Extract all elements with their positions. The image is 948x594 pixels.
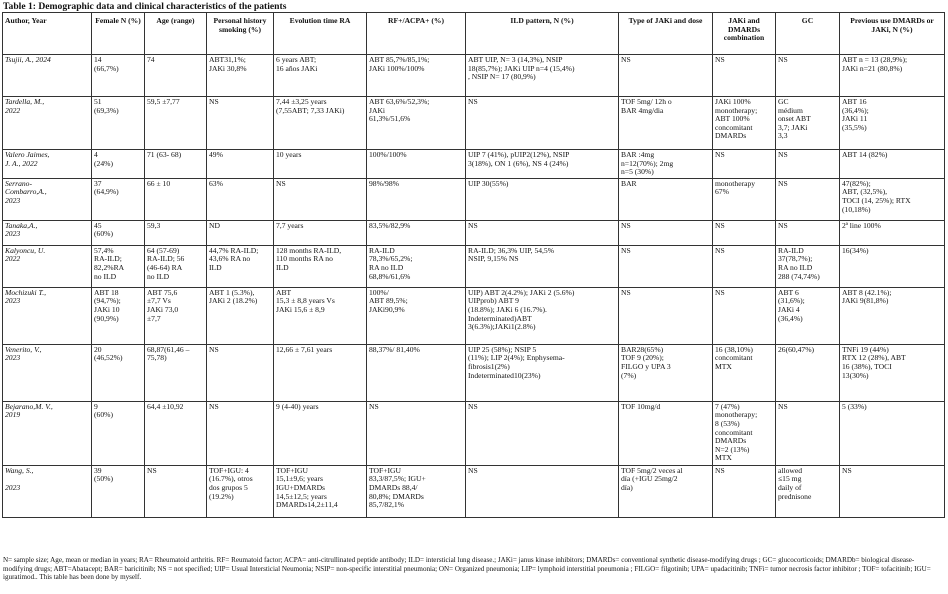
author-year-cell: [3, 220, 92, 245]
cell-text: 47(82%); ABT, (32,5%), TOCI (14, 25%); RTX (10,18%): [842, 178, 911, 214]
table-cell: [207, 245, 274, 287]
table-cell: [466, 178, 619, 220]
table-cell: [466, 220, 619, 245]
cell-text: Kalyoncu, U. 2022: [5, 245, 46, 264]
table-cell: [713, 245, 776, 287]
table-cell: [619, 220, 713, 245]
cell-text: 64,4 ±10,92: [147, 401, 184, 411]
table-cell: [619, 344, 713, 401]
cell-text: NS: [468, 220, 478, 230]
table-cell: [207, 344, 274, 401]
table-cell: [840, 150, 945, 179]
cell-text: NS: [369, 401, 379, 411]
table-cell: [776, 220, 840, 245]
cell-text: NS: [715, 55, 725, 64]
cell-text: NS: [778, 401, 788, 411]
cell-text: 63%: [209, 178, 223, 188]
table-cell: [207, 178, 274, 220]
cell-text: monotherapy 67%: [715, 178, 756, 197]
cell-text: 16(34%): [842, 245, 869, 255]
cell-text: 100%/100%: [369, 150, 407, 159]
cell-text: 100%/ ABT 89,5%; JAKi90,9%: [369, 287, 408, 314]
cell-text: 74: [147, 55, 155, 64]
cell-text: NS: [621, 55, 631, 64]
cell-text: UIP 30(55%): [468, 178, 509, 188]
cell-text: NS: [715, 465, 725, 475]
cell-text: ND: [209, 220, 220, 230]
table-cell: [776, 401, 840, 465]
table-cell: [207, 150, 274, 179]
table-cell: [92, 55, 145, 97]
table-cell: [367, 245, 466, 287]
cell-text: ABT n = 13 (28,9%); JAKi n=21 (80,8%): [842, 55, 908, 73]
cell-text: 59,3: [147, 220, 161, 230]
cell-text: UIP 25 (58%); NSIP 5 (11%); LIP 2(4%); Enphysema- fibrosis1(2%) Indeterminated10(23%): [468, 344, 565, 380]
cell-text: 98%/98%: [369, 178, 399, 188]
cell-text: RA-ILD 37(78,7%); RA no ILD 288 (74,74%): [778, 245, 820, 281]
cell-text: 9 (60%): [94, 401, 113, 420]
cell-text: 45 (60%): [94, 220, 113, 239]
header-previous-use: Previous use DMARDs or JAKi, N (%): [840, 13, 945, 55]
cell-text: 71 (63- 68): [147, 150, 182, 159]
table-cell: [840, 220, 945, 245]
cell-text: NS: [621, 220, 631, 230]
table-row: [3, 150, 945, 179]
table-cell: [619, 178, 713, 220]
cell-text: Bejarano,M. V., 2019: [5, 401, 53, 420]
table-row: [3, 178, 945, 220]
author-year-cell: [3, 287, 92, 344]
cell-text: NS: [468, 401, 478, 411]
cell-text: Serrano- Combarro,A., 2023: [5, 178, 47, 205]
table-cell: [367, 55, 466, 97]
cell-text: 37 (64,9%): [94, 178, 119, 197]
cell-text: 39 (50%): [94, 465, 113, 484]
cell-text: ABT 14 (82%): [842, 150, 888, 159]
cell-text: TOF+IGU 83,3/87,5%; IGU+ DMARDs 88,4/ 80,8%; DMARDs 85,7/82,1%: [369, 465, 426, 510]
table-cell: [713, 344, 776, 401]
cell-text: RA-ILD; 36,3% UIP, 54,5% NSIP, 9,15% NS: [468, 245, 555, 264]
table-cell: [619, 55, 713, 97]
cell-text: NS: [468, 465, 478, 475]
cell-text: NS: [778, 150, 788, 159]
cell-text: ABT 6 (31,6%); JAKi 4 (36,4%): [778, 287, 805, 323]
cell-text: 59,5 ±7,77: [147, 97, 180, 106]
cell-text: TOF+IGU: 4 (16.7%), otros dos grupos 5 (19.2%): [209, 465, 253, 501]
cell-text: 7,44 ±3,25 years (7,55ABT; 7,33 JAKi): [276, 97, 345, 115]
table-body: [3, 55, 945, 518]
cell-text: GC médium onset ABT 3,7; JAKi 3,3: [778, 97, 811, 141]
table-cell: [466, 97, 619, 150]
cell-text: NS: [621, 245, 631, 255]
table-cell: [207, 220, 274, 245]
author-year-cell: [3, 401, 92, 465]
table-cell: [367, 178, 466, 220]
cell-text: 64 (57-69) RA-ILD; 56 (46-64) RA no ILD: [147, 245, 185, 281]
cell-text: TNFi 19 (44%) RTX 12 (28%), ABT 16 (38%), TOCI 13(30%): [842, 344, 906, 380]
table-cell: [776, 344, 840, 401]
table-cell: [145, 55, 207, 97]
header-jaki-dmards: JAKi and DMARDs combination: [713, 13, 776, 55]
author-year-cell: [3, 245, 92, 287]
header-ild-pattern: ILD pattern, N (%): [466, 13, 619, 55]
table-caption: Table 1: Demographic data and clinical characteristics of the patients: [3, 1, 287, 12]
table-cell: [367, 344, 466, 401]
table-cell: [466, 465, 619, 517]
table-cell: [367, 287, 466, 344]
table-cell: [776, 55, 840, 97]
cell-text: NS: [715, 245, 725, 255]
cell-text: 16 (38,10%) concomitant MTX: [715, 344, 753, 371]
cell-text: 7 (47%) monotherapy; 8 (53%) concomitant DMARDs N=2 (13%) MTX: [715, 401, 758, 463]
table-cell: [274, 55, 367, 97]
cell-text: ABT 8 (42.1%); JAKi 9(81,8%): [842, 287, 892, 306]
table-cell: [92, 465, 145, 517]
cell-text: NS: [209, 401, 219, 411]
table-cell: [367, 465, 466, 517]
cell-text: NS: [842, 465, 852, 475]
table-row: [3, 401, 945, 465]
table-cell: [776, 465, 840, 517]
cell-text: ABT UIP, N= 3 (14,3%), NSIP 18(85,7%); JAKi UIP n=4 (15,4%) , NSIP N= 17 (80,9%): [468, 55, 575, 82]
table-cell: [145, 150, 207, 179]
table-cell: [92, 150, 145, 179]
cell-text: 44,7% RA-ILD; 43,6% RA no ILD: [209, 245, 259, 272]
table-cell: [274, 97, 367, 150]
cell-text: 26(60,47%): [778, 344, 815, 354]
table-cell: [145, 220, 207, 245]
table-cell: [713, 287, 776, 344]
author-year-cell: [3, 344, 92, 401]
cell-text: ABT 63,6%/52,3%; JAKi 61,3%/51,6%: [369, 97, 430, 124]
table-cell: [92, 401, 145, 465]
cell-text: NS: [778, 178, 788, 188]
table-cell: [713, 150, 776, 179]
table-cell: [274, 344, 367, 401]
cell-text: Tanaka,A., 2023: [5, 220, 38, 239]
table-cell: [619, 287, 713, 344]
table-cell: [92, 287, 145, 344]
table-cell: [466, 245, 619, 287]
cell-text: 51 (69,3%): [94, 97, 119, 115]
cell-text: 5 (33%): [842, 401, 867, 411]
table-cell: [207, 55, 274, 97]
table-row: [3, 97, 945, 150]
cell-text: 128 months RA-ILD, 110 months RA no ILD: [276, 245, 342, 272]
table-row: [3, 465, 945, 517]
header-age: Age (range): [145, 13, 207, 55]
table-cell: [840, 465, 945, 517]
cell-text: 9 (4-40) years: [276, 401, 319, 411]
table-cell: [776, 245, 840, 287]
table-cell: [619, 97, 713, 150]
table-row: [3, 55, 945, 97]
table-cell: [274, 465, 367, 517]
table-cell: [92, 178, 145, 220]
table-cell: [713, 97, 776, 150]
cell-text: 7,7 years: [276, 220, 304, 230]
cell-text: ABT 75,6 ±7,7 Vs JAKi 73,0 ±7,7: [147, 287, 179, 323]
table-cell: [466, 287, 619, 344]
table-cell: [274, 178, 367, 220]
cell-text: UIP) ABT 2(4.2%); JAKi 2 (5.6%) UIPprob) ABT 9 (18.8%); JAKi 6 (16.7%). Indeterminated)ABT 3(6.3%);JAKi1(2.8%): [468, 287, 575, 332]
cell-text: 4 (24%): [94, 150, 113, 168]
author-year-cell: [3, 465, 92, 517]
cell-text: 68,87(61,46 – 75,78): [147, 344, 190, 363]
table-cell: [776, 97, 840, 150]
table-cell: [619, 245, 713, 287]
table-cell: [274, 245, 367, 287]
table-cell: [776, 150, 840, 179]
author-year-cell: [3, 55, 92, 97]
table-cell: [145, 344, 207, 401]
table-cell: [92, 220, 145, 245]
cell-text: allowed ≤15 mg daily of prednisone: [778, 465, 812, 501]
table-cell: [274, 220, 367, 245]
table-cell: [776, 178, 840, 220]
table-cell: [145, 178, 207, 220]
cell-text: 14 (66,7%): [94, 55, 119, 73]
table-cell: [367, 97, 466, 150]
cell-text: NS: [778, 220, 788, 230]
table-cell: [713, 178, 776, 220]
cell-text: ABT 1 (5.3%), JAKi 2 (18.2%): [209, 287, 258, 306]
table-cell: [776, 287, 840, 344]
header-gc: GC: [776, 13, 840, 55]
cell-text: Wang, S., 2023: [5, 465, 34, 492]
cell-text: 66 ± 10: [147, 178, 171, 188]
table-cell: [713, 55, 776, 97]
table-cell: [619, 465, 713, 517]
table-cell: [207, 97, 274, 150]
cell-text: NS: [468, 97, 478, 106]
cell-text: Venerito, V., 2023: [5, 344, 42, 363]
cell-text: NS: [621, 287, 631, 297]
table-cell: [840, 287, 945, 344]
cell-text: NS: [209, 344, 219, 354]
cell-text: NS: [778, 55, 788, 64]
table-cell: [274, 287, 367, 344]
cell-text: Tsujii, A., 2024: [5, 55, 51, 64]
cell-text: 83,5%/82,9%: [369, 220, 411, 230]
cell-text: 20 (46,52%): [94, 344, 123, 363]
table-cell: [274, 150, 367, 179]
table-cell: [145, 401, 207, 465]
table-cell: [92, 344, 145, 401]
patients-table: [2, 12, 945, 518]
header-jaki-type: Type of JAKi and dose: [619, 13, 713, 55]
cell-text: 12,66 ± 7,61 years: [276, 344, 333, 354]
cell-text: TOF+IGU 15,1±9,6; years IGU+DMARDs 14,5±12,5; years DMARDs14,2±11,4: [276, 465, 338, 510]
author-year-cell: [3, 97, 92, 150]
table-row: [3, 220, 945, 245]
cell-text: UIP 7 (41%), pUIP2(12%), NSIP 3(18%), ON 1 (6%), NS 4 (24%): [468, 150, 570, 168]
table-cell: [619, 401, 713, 465]
table-cell: [367, 401, 466, 465]
table-cell: [367, 220, 466, 245]
table-cell: [840, 245, 945, 287]
cell-text: Tardella, M., 2022: [5, 97, 45, 115]
cell-text: Valero Jaimes, J. A., 2022: [5, 150, 50, 168]
cell-text: BAR28(65%) TOF 9 (20%); FILGO y UPA 3 (7%): [621, 344, 671, 380]
table-row: [3, 344, 945, 401]
table-cell: [145, 287, 207, 344]
cell-text: ABT31,1%; JAKi 30,8%: [209, 55, 247, 73]
header-female: Female N (%): [92, 13, 145, 55]
table-cell: [840, 344, 945, 401]
table-cell: [619, 150, 713, 179]
table-cell: [207, 465, 274, 517]
cell-text: ABT 85,7%/85,1%; JAKi 100%/100%: [369, 55, 430, 73]
header-row: [3, 13, 945, 55]
cell-text: 88,37%/ 81,40%: [369, 344, 420, 354]
author-year-cell: [3, 150, 92, 179]
cell-text: NS: [147, 465, 157, 475]
table-cell: [207, 401, 274, 465]
cell-text: 49%: [209, 150, 223, 159]
cell-text: NS: [715, 287, 725, 297]
table-cell: [466, 55, 619, 97]
cell-text: 6 years ABT; 16 años JAKi: [276, 55, 318, 73]
cell-text: JAKi 100% monotherapy; ABT 100% concomitant DMARDs: [715, 97, 758, 141]
cell-text: 10 years: [276, 150, 302, 159]
cell-text: ABT 18 (94,7%); JAKi 10 (90,9%): [94, 287, 121, 323]
cell-text: 2ª line 100%: [842, 220, 881, 230]
cell-text: Mochizuki T., 2023: [5, 287, 46, 306]
table-cell: [466, 150, 619, 179]
cell-text: ABT 15,3 ± 8,8 years Vs JAKi 15,6 ± 8,9: [276, 287, 335, 314]
cell-text: RA-ILD 78,3%/65,2%; RA no ILD 68,8%/61,6%: [369, 245, 413, 281]
table-cell: [466, 344, 619, 401]
table-cell: [713, 401, 776, 465]
cell-text: ABT 16 (36,4%); JAKi 11 (35,5%): [842, 97, 869, 132]
author-year-cell: [3, 178, 92, 220]
cell-text: TOF 5mg/2 veces al día (+IGU 25mg/2 día): [621, 465, 683, 492]
header-evolution-time: Evolution time RA: [274, 13, 367, 55]
table-footnote: N= sample size; Age, mean or median in years; RA= Rheumatoid arthritis. RF= Reumatoid factor; ACPA= anti-citrullinated peptide antibody; ILD= intersticial lung disease.; JAKi= janus kinase inhibitors; DMARDs= conventional synthetic disease-modifying drugs ; GC= glucocorticoids; DMARDb= biological disease-modifying drugs; ABT=Abatacept; BAR= baricitinib; NS = not specified; UIP= Usual Intersticial Neumonia; NSIP= non-specific interstitial pneumonia; ON= Organized pneumonia; LIP= lymphoid interstitial pneumonia ; FILGO= filgotinib; UPA= upadacitinib; TNFi= tumor necrosis factor inhibitor ; TOF= tofacitinib; IGU= iguratimod.. This table has been done by myself.: [3, 556, 931, 582]
header-smoking: Personal history smoking (%): [207, 13, 274, 55]
cell-text: NS: [276, 178, 286, 188]
table-cell: [840, 178, 945, 220]
cell-text: NS: [715, 220, 725, 230]
cell-text: 57,4% RA-ILD; 82,2%RA no ILD: [94, 245, 125, 281]
table-cell: [145, 245, 207, 287]
table-cell: [274, 401, 367, 465]
header-author-year: Author, Year: [3, 13, 92, 55]
cell-text: BAR: [621, 178, 637, 188]
table-cell: [145, 465, 207, 517]
cell-text: NS: [209, 97, 219, 106]
cell-text: TOF 5mg/ 12h o BAR 4mg/dia: [621, 97, 672, 115]
table-row: [3, 245, 945, 287]
table-cell: [466, 401, 619, 465]
table-cell: [840, 97, 945, 150]
table-cell: [713, 220, 776, 245]
cell-text: NS: [715, 150, 725, 159]
table-cell: [92, 97, 145, 150]
table-cell: [207, 287, 274, 344]
table-cell: [92, 245, 145, 287]
cell-text: BAR :4mg n=12(70%); 2mg n=5 (30%): [621, 150, 674, 177]
table-cell: [713, 465, 776, 517]
cell-text: TOF 10mg/d: [621, 401, 661, 411]
table-cell: [840, 401, 945, 465]
table-cell: [367, 150, 466, 179]
table-row: [3, 287, 945, 344]
table-cell: [840, 55, 945, 97]
table-cell: [145, 97, 207, 150]
header-rf-acpa: RF+/ACPA+ (%): [367, 13, 466, 55]
